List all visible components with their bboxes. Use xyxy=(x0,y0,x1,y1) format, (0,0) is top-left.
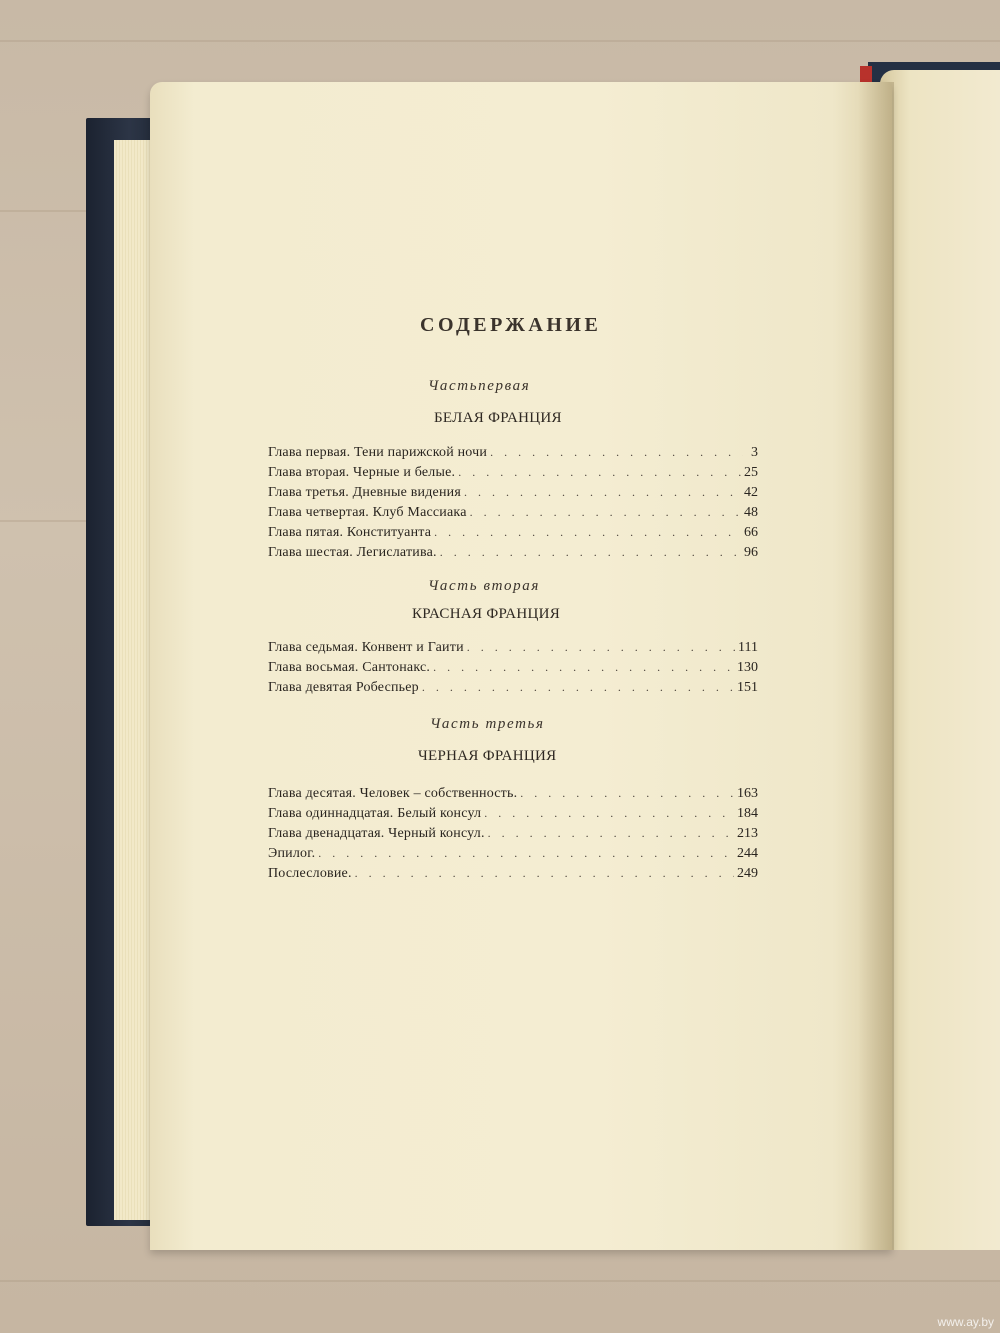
toc-entry[interactable] xyxy=(268,846,758,866)
dot-leader xyxy=(355,866,734,881)
page-gutter-shadow xyxy=(858,82,894,1250)
toc-entry[interactable] xyxy=(268,525,758,545)
contents-title: СОДЕРЖАНИЕ xyxy=(420,314,602,336)
entry-page: 163 xyxy=(737,786,758,801)
part-1-label: Частьпервая xyxy=(428,378,531,394)
entry-title: Глава седьмая. Конвент и Гаити xyxy=(268,640,464,655)
entry-title: Эпилог. xyxy=(268,846,316,861)
entry-page: 48 xyxy=(744,505,758,520)
toc-entry[interactable] xyxy=(268,485,758,505)
dot-leader xyxy=(434,525,741,540)
entry-title: Глава восьмая. Сантонакс. xyxy=(268,660,431,675)
entry-title: Глава десятая. Человек – собственность. xyxy=(268,786,518,801)
toc-entry[interactable] xyxy=(268,826,758,846)
entry-page: 244 xyxy=(737,846,758,861)
toc-entry[interactable] xyxy=(268,660,758,680)
entry-title: Глава двенадцатая. Черный консул. xyxy=(268,826,485,841)
dot-leader xyxy=(458,465,741,480)
entry-title: Послесловие. xyxy=(268,866,352,881)
entry-page: 111 xyxy=(738,640,758,655)
dot-leader xyxy=(464,485,741,500)
toc-entry[interactable] xyxy=(268,866,758,886)
dot-leader xyxy=(318,846,734,861)
dot-leader xyxy=(470,505,741,520)
dot-leader xyxy=(520,786,734,801)
entry-title: Глава девятая Робеспьер xyxy=(268,680,419,695)
entry-title: Глава третья. Дневные видения xyxy=(268,485,461,500)
toc-entry[interactable] xyxy=(268,786,758,806)
toc-entry[interactable] xyxy=(268,505,758,525)
watermark: www.ay.by xyxy=(937,1315,994,1329)
part-2-label: Часть вторая xyxy=(428,578,540,594)
entry-title: Глава шестая. Легислатива. xyxy=(268,545,437,560)
entry-title: Глава вторая. Черные и белые. xyxy=(268,465,456,480)
table-grain xyxy=(0,40,1000,42)
toc-entry[interactable] xyxy=(268,806,758,826)
dot-leader xyxy=(488,826,734,841)
dot-leader xyxy=(433,660,734,675)
entry-page: 249 xyxy=(737,866,758,881)
entry-page: 184 xyxy=(737,806,758,821)
entry-title: Глава четвертая. Клуб Массиака xyxy=(268,505,467,520)
entry-page: 151 xyxy=(737,680,758,695)
part-2-name: КРАСНАЯ ФРАНЦИЯ xyxy=(412,606,561,622)
entry-page: 42 xyxy=(744,485,758,500)
part-3-label: Часть третья xyxy=(430,716,545,732)
toc-entry[interactable] xyxy=(268,445,758,465)
dot-leader xyxy=(422,680,734,695)
toc-entry[interactable] xyxy=(268,680,758,700)
entry-page: 96 xyxy=(744,545,758,560)
entry-title: Глава одиннадцатая. Белый консул xyxy=(268,806,482,821)
entry-page: 213 xyxy=(737,826,758,841)
toc-entry[interactable] xyxy=(268,640,758,660)
entry-page: 3 xyxy=(751,445,758,460)
dot-leader xyxy=(490,445,743,460)
part-3-name: ЧЕРНАЯ ФРАНЦИЯ xyxy=(418,748,557,764)
dot-leader xyxy=(467,640,735,655)
entry-title: Глава пятая. Конституанта xyxy=(268,525,432,540)
toc-entry[interactable] xyxy=(268,545,758,565)
part-1-name: БЕЛАЯ ФРАНЦИЯ xyxy=(434,410,562,426)
dot-leader xyxy=(484,806,734,821)
entry-page: 66 xyxy=(744,525,758,540)
toc-entry[interactable] xyxy=(268,465,758,485)
table-grain xyxy=(0,1280,1000,1282)
entry-page: 25 xyxy=(744,465,758,480)
entry-title: Глава первая. Тени парижской ночи xyxy=(268,445,488,460)
facing-page xyxy=(880,70,1000,1250)
dot-leader xyxy=(440,545,741,560)
entry-page: 130 xyxy=(737,660,758,675)
